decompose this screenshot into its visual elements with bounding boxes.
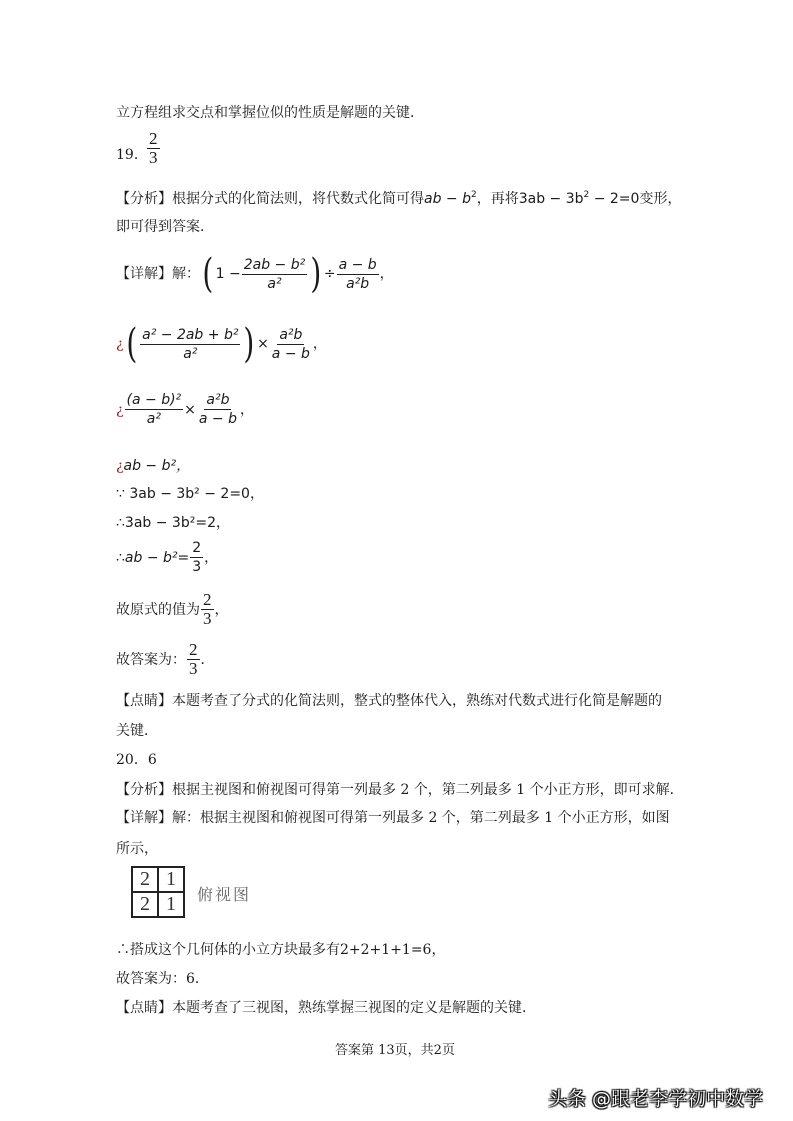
q19-detail-step1: 【详解】 解： ( 1 − $\frac{\text{2ab − b²}}{\text{a²}}$ ) ÷ $\frac{a - b}{\text{a²b}}$ ， [116, 251, 394, 297]
q20-header [116, 751, 157, 769]
q19-number: 19． [116, 147, 148, 163]
q19-answer-fraction: $\frac{2}{3}$ [149, 129, 158, 167]
q19-final-answer: 故答案为： $\frac{2}{3}$ ． [116, 640, 215, 678]
grid-cell: 2 [132, 892, 158, 917]
therefore-symbol: ∴ [116, 549, 125, 566]
q20-answer: 6 [147, 752, 157, 768]
q19-detail-step4: ¿ab − b²， [116, 458, 191, 474]
q20-analysis: 【分析】根据主视图和俯视图可得第一列最多 2 个，第二列最多 1 个小正方形，即可求解． [116, 782, 684, 798]
q19-comment: 【点睛】本题考查了分式的化简法则，整式的整体代入，熟练对代数式进行化简是解题的 [116, 693, 662, 709]
detail-tag: 【详解】 [116, 266, 172, 282]
analysis-tag: 【分析】 [116, 782, 172, 798]
grid-cell: 2 [132, 867, 158, 892]
q19-analysis: 【分析】根据分式的化简法则，将代数式化简可得ab − $b^2$，再将$3ab - 3b^2 - 2=0$变形， [116, 190, 682, 207]
q19-detail-step3: ¿ $\frac{\text{(a − b)²}}{\text{a²}}$ × $\frac{\text{a²b}}{a - b}$ ， [116, 392, 254, 427]
q19-analysis-cont: 即可得到答案． [116, 219, 214, 235]
equals-placeholder-glyph: ¿ [116, 401, 124, 418]
q19-detail-step6: ∴3ab − 3b²=2， [116, 515, 230, 531]
top-view-grid [131, 866, 185, 918]
q19-detail-step2: ¿ ( $\frac{\text{a² − 2ab + b²}}{\text{a²}}$ ) × $\frac{\text{a²b}}{a - b}$ ， [116, 321, 327, 367]
q19-comment-cont: 关键． [116, 723, 158, 739]
therefore-symbol: ∴ [116, 515, 125, 531]
q20-comment: 【点睛】本题考查了三视图，熟练掌握三视图的定义是解题的关键． [116, 1000, 536, 1016]
q20-detail: 【详解】解：根据主视图和俯视图可得第一列最多 2 个，第二列最多 1 个小正方形，如图 [116, 810, 670, 826]
q20-number: 20． [116, 752, 148, 768]
q20-conclusion: ∴搭成这个几何体的小立方块最多有2+2+1+1=6， [116, 942, 446, 958]
q19-value: 故原式的值为 $\frac{2}{3}$ ， [116, 590, 229, 628]
analysis-tag: 【分析】 [116, 191, 172, 207]
comment-tag: 【点睛】 [116, 693, 172, 709]
q20-detail-cont: 所示， [116, 841, 158, 857]
grid-cell: 1 [158, 867, 184, 892]
q19-detail-step5: ∵ 3ab − 3b² − 2=0， [116, 486, 264, 502]
equals-placeholder-glyph: ¿ [116, 458, 124, 474]
page-footer: 答案第 13页，共2页 [335, 1043, 455, 1058]
because-symbol: ∵ [116, 486, 125, 502]
grid-cell: 1 [158, 892, 184, 917]
top-view-label: 俯视图 [197, 885, 252, 904]
q19-detail-step7: ∴ ab − b²= $\frac{2}{3}$ ， [116, 540, 219, 575]
equals-placeholder-glyph: ¿ [116, 336, 124, 352]
q20-final-answer: 故答案为：6． [116, 971, 209, 987]
detail-tag: 【详解】 [116, 810, 172, 826]
watermark: 头条 @跟老李学初中数学 [548, 1088, 764, 1110]
comment-tag: 【点睛】 [116, 1000, 172, 1016]
previous-conclusion: 立方程组求交点和掌握位似的性质是解题的关键． [116, 105, 424, 121]
